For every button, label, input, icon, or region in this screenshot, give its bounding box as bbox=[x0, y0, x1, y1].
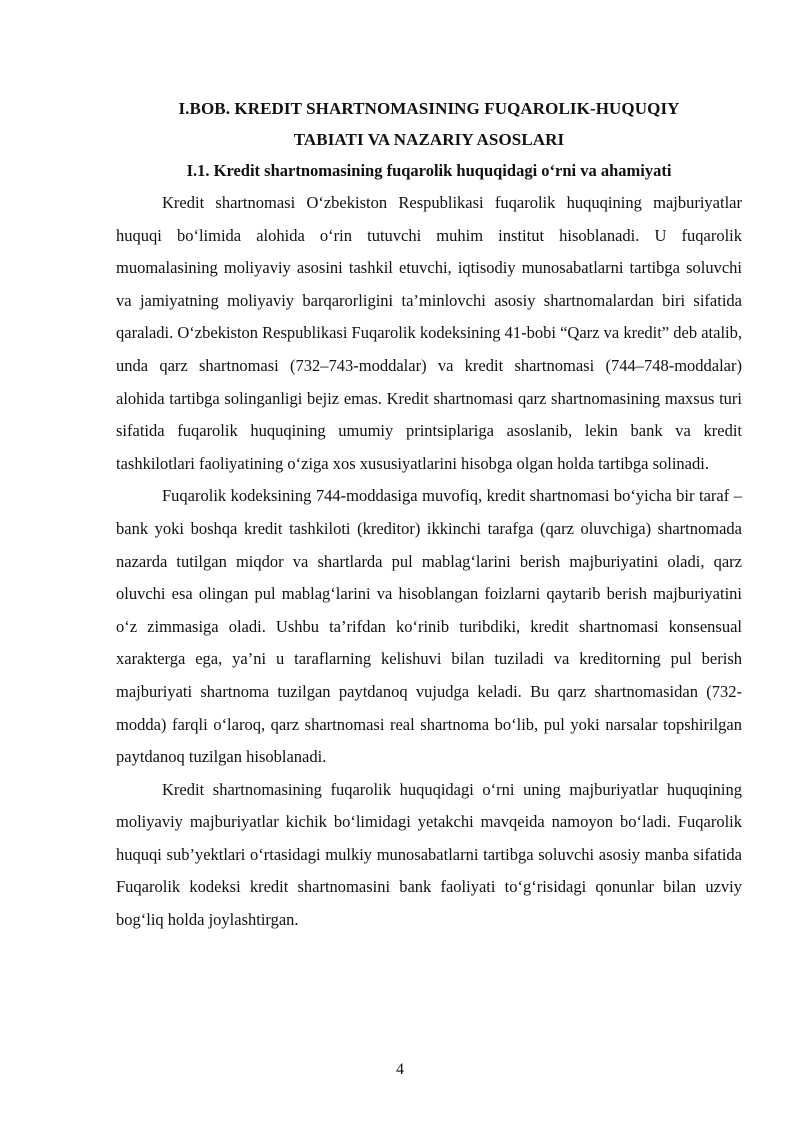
chapter-title-line-2: TABIATI VA NAZARIY ASOSLARI bbox=[293, 130, 565, 149]
section-title: I.1. Kredit shartnomasining fuqarolik huquqidagi o‘rni va ahamiyati bbox=[186, 161, 672, 180]
paragraph-1: Kredit shartnomasi O‘zbekiston Respublikasi fuqarolik huquqining majburiyatlar huquqi bo‘limida alohida o‘rin tutuvchi muhim institut hisoblanadi. U fuqarolik muomalasining moliyaviy asosini tashkil etuvchi, iqtisodiy munosabatlarni tartibga soluvchi va jamiyatning moliyaviy barqarorligini ta’minlovchi asosiy shartnomalardan biri sifatida qaraladi. O‘zbekiston Respublikasi Fuqarolik kodeksining 41-bobi “Qarz va kredit” deb atalib, unda qarz shartnomasi (732–743-moddalar) va kredit shartnomasi (744–748-moddalar) alohida tartibga solinganligi bejiz emas. Kredit shartnomasi qarz shartnomasining maxsus turi sifatida fuqarolik huquqining umumiy printsiplariga asoslanib, lekin bank va kredit tashkilotlari faoliyatining o‘ziga xos xususiyatlarini hisobga olgan holda tartibga solinadi. bbox=[116, 193, 742, 473]
paragraph-2: Fuqarolik kodeksining 744-moddasiga muvofiq, kredit shartnomasi bo‘yicha bir taraf – bank yoki boshqa kredit tashkiloti (kreditor) ikkinchi tarafga (qarz oluvchiga) shartnomada nazarda tutilgan miqdor va shartlarda pul mablag‘larini berish majburiyatini oladi, qarz oluvchi esa olingan pul mablag‘larini va hisoblangan foizlarni qaytarib berish majburiyatini o‘z zimmasiga oladi. Ushbu ta’rifdan ko‘rinib turibdiki, kredit shartnomasi konsensual xarakterga ega, ya’ni u taraflarning kelishuvi bilan tuziladi va kreditorning pul berish majburiyati shartnoma tuzilgan paytdanoq vujudga keladi. Bu qarz shartnomasidan (732-modda) farqli o‘laroq, qarz shartnomasi real shartnoma bo‘lib, pul yoki narsalar topshirilgan paytdanoq tuzilgan hisoblanadi. bbox=[116, 486, 742, 767]
page-number: 4 bbox=[396, 1061, 404, 1078]
paragraph-3: Kredit shartnomasining fuqarolik huquqidagi o‘rni uning majburiyatlar huquqining moliyaviy majburiyatlar kichik bo‘limidagi yetakchi mavqeida namoyon bo‘ladi. Fuqarolik huquqi sub’yektlari o‘rtasidagi mulkiy munosabatlarni tartibga soluvchi asosiy manba sifatida Fuqarolik kodeksi kredit shartnomasini bank faoliyati to‘g‘risidagi qonunlar bilan uzviy bog‘liq holda joylashtirgan. bbox=[116, 779, 742, 930]
page-body bbox=[116, 93, 742, 937]
chapter-title-line-1: I.BOB. KREDIT SHARTNOMASINING FUQAROLIK-HUQUQIY bbox=[178, 99, 680, 118]
